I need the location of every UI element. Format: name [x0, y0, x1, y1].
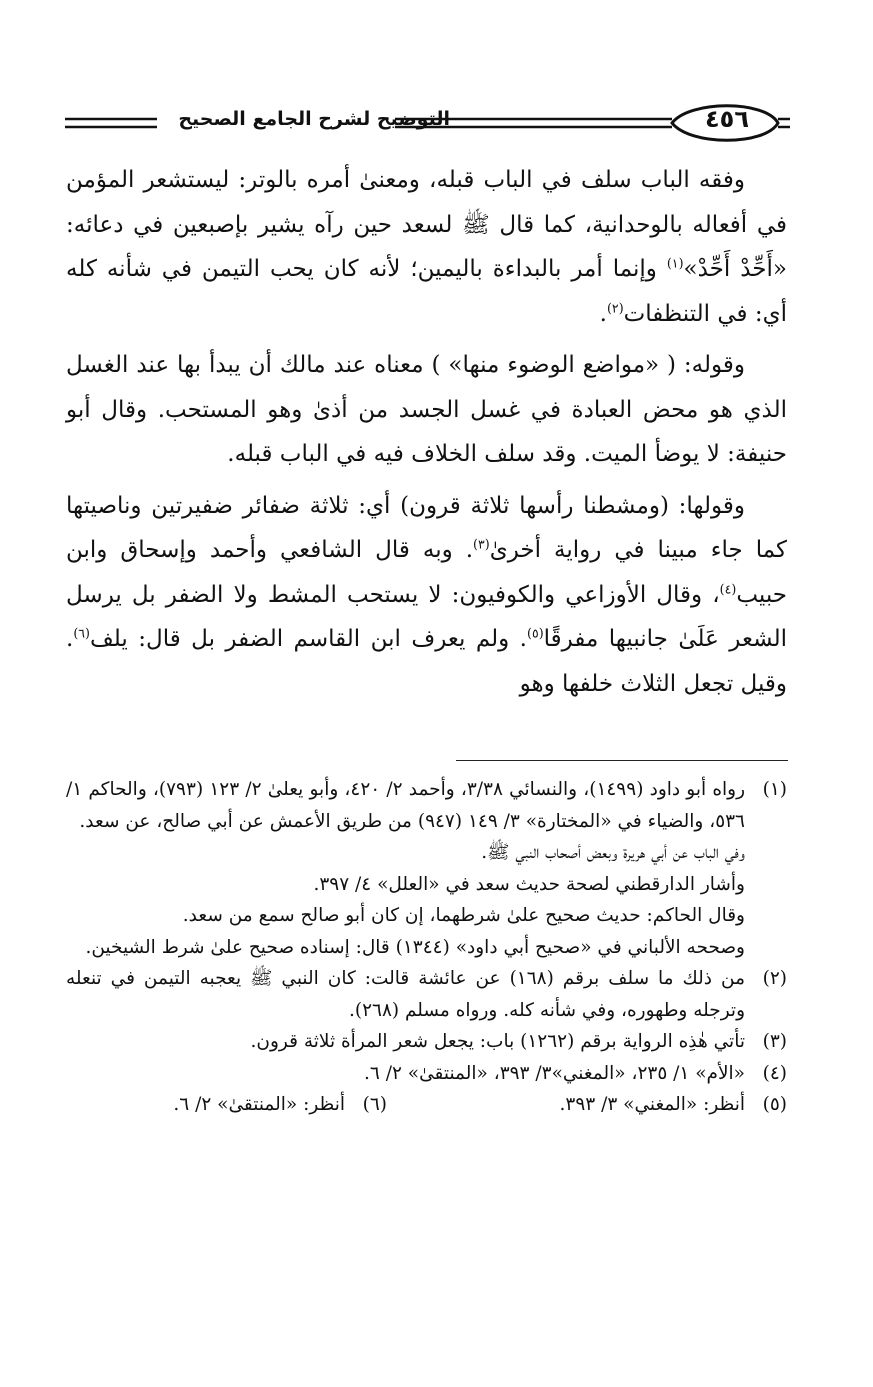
- footnote-divider: [456, 760, 788, 761]
- book-title: التوضيح لشرح الجامع الصحيح: [178, 108, 450, 130]
- footnotes: [66, 774, 787, 1121]
- footnote: [66, 963, 787, 1026]
- footnote-line: وصححه الألباني في «صحيح أبي داود» (١٣٤٤) قال: إسناده صحيح علىٰ شرط الشيخين.: [85, 936, 745, 958]
- footnote-line: وقال الحاكم: حديث صحيح علىٰ شرطهما، إن كان أبو صالح سمع من سعد.: [182, 905, 745, 926]
- paragraph: [66, 343, 787, 477]
- footnote-line: «الأم» ١/ ٢٣٥، «المغني»٣/ ٣٩٣، «المنتقىٰ» ٢/ ٦.: [364, 1062, 745, 1084]
- footnote-6: [66, 1089, 387, 1121]
- footnote-pair: [66, 1089, 787, 1121]
- footnote-number: (٥): [762, 1094, 787, 1115]
- footnote-number: (٢): [762, 968, 787, 989]
- footnote-5: [387, 1089, 787, 1121]
- footnote-ref: (١): [666, 255, 684, 271]
- footnote-ref: (٥): [527, 625, 544, 641]
- text-run: وقوله: ( «مواضع الوضوء منها» ) معناه عند مالك أن يبدأ بها عند الغسل الذي هو محض العبادة في غسل الجسد من أذىٰ وهو المستحب. وقال أبو حنيفة: لا يوضأ الميت. وقد سلف الخلاف فيه في الباب قبله.: [66, 352, 787, 467]
- footnote-line: وأشار الدارقطني لصحة حديث سعد في «العلل» ٤/ ٣٩٧.: [313, 873, 745, 895]
- footnote-body: [66, 1026, 745, 1058]
- footnote-body: [66, 1058, 745, 1090]
- main-text: [66, 158, 787, 713]
- paragraph: [66, 484, 787, 707]
- text-run: . وقيل تجعل الثلاث خلفها وهو: [66, 626, 787, 697]
- footnote-body: [66, 963, 745, 1026]
- footnote-number: (٤): [762, 1062, 787, 1084]
- footnote-line: وفي الباب عن أبي هريرة وبعض أصحاب النبي ﷺ.: [481, 842, 745, 863]
- text-run: . ولم يعرف ابن القاسم الضفر بل قال: يلف: [89, 626, 527, 652]
- footnote-ref: (٣): [473, 536, 490, 552]
- text-run: وفقه الباب سلف في الباب قبله، ومعنىٰ أمره بالوتر: ليستشعر المؤمن في أفعاله بالوحدانية، كما قال ﷺ لسعد حين رآه يشير بإصبعين في دعائه: «أَحِّدْ أَحِّدْ»: [66, 167, 787, 282]
- page-header: [60, 98, 790, 148]
- footnote-text: أنظر: «المنتقىٰ» ٢/ ٦.: [173, 1094, 345, 1115]
- footnote-ref: (٤): [719, 580, 737, 596]
- text-run: ، وقال الأوزاعي والكوفيون: لا يستحب المشط ولا الضفر بل يرسل الشعر عَلَىٰ جانبيها مفرقًا: [66, 581, 787, 652]
- footnote-text: أنظر: «المغني» ٣/ ٣٩٣.: [559, 1094, 745, 1115]
- text-run: .: [599, 300, 607, 327]
- footnote-line: من ذلك ما سلف برقم (١٦٨) عن عائشة قالت: كان النبي ﷺ يعجبه التيمن في تنعله وترجله وطهوره، وفي شأنه كله. ورواه مسلم (٢٦٨).: [66, 968, 745, 1021]
- footnote: [66, 1026, 787, 1058]
- footnote-line: رواه أبو داود (١٤٩٩)، والنسائي ٣/٣٨، وأحمد ٢/ ٤٢٠، وأبو يعلىٰ ٢/ ١٢٣ (٧٩٣)، والحاكم ١/ ٥٣٦، والضياء في «المختارة» ٣/ ١٤٩ (٩٤٧) من طريق الأعمش عن أبي صالح، عن سعد.: [66, 779, 746, 832]
- text-run: وقولها: (ومشطنا رأسها ثلاثة قرون) أي: ثلاثة ضفائر ضفيرتين وناصيتها كما جاء مبينا في رواية أخرىٰ: [66, 492, 787, 563]
- footnote: [66, 1058, 787, 1090]
- footnote-list: [66, 774, 787, 1089]
- footnote-body: [66, 774, 745, 963]
- footnote-ref: (٢): [606, 299, 624, 315]
- footnote-line: تأتي هٰذِه الرواية برقم (١٢٦٢) باب: يجعل شعر المرأة ثلاثة قرون.: [250, 1031, 745, 1052]
- footnote-number: (١): [762, 779, 787, 800]
- footnote-number: (٣): [762, 1031, 787, 1052]
- paragraph: [66, 158, 787, 336]
- footnote-ref: (٦): [73, 625, 90, 641]
- text-run: وإنما أمر بالبداءة باليمين؛ لأنه كان يحب التيمن في شأنه كله أي: في التنظفات: [66, 256, 787, 327]
- text-run: . وبه قال الشافعي وأحمد وإسحاق وابن حبيب: [66, 537, 787, 608]
- footnote-number: (٦): [362, 1094, 387, 1115]
- footnote: [66, 774, 787, 963]
- page-number: ٤٥٦: [705, 105, 749, 133]
